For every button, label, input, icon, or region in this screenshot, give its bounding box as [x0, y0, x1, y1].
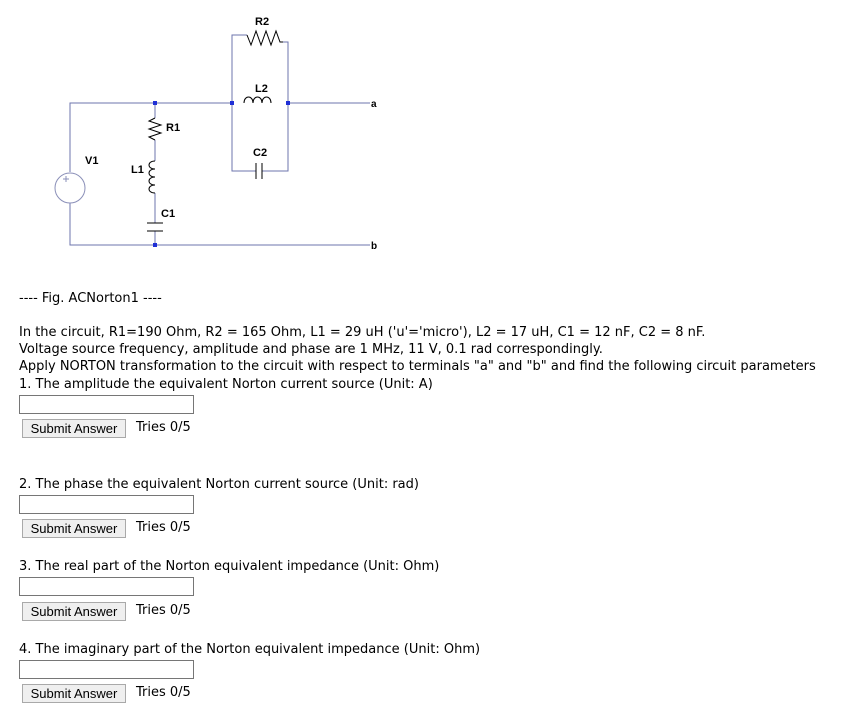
label-c1: C1	[161, 208, 176, 220]
question-3-prompt: 3. The real part of the Norton equivalent impedance (Unit: Ohm)	[19, 559, 440, 574]
problem-line-2: Voltage source frequency, amplitude and phase are 1 MHz, 11 V, 0.1 rad correspondingly.	[19, 342, 603, 357]
question-1-tries: Tries 0/5	[136, 420, 191, 435]
question-2-prompt: 2. The phase the equivalent Norton current source (Unit: rad)	[19, 477, 419, 492]
question-1-answer-input[interactable]	[19, 395, 194, 414]
question-4-submit-button[interactable]: Submit Answer	[22, 684, 126, 703]
wire-r2-right	[283, 42, 288, 103]
label-c2: C2	[253, 147, 268, 159]
capacitor-c2	[256, 163, 262, 179]
question-1-prompt: 1. The amplitude the equivalent Norton current source (Unit: A)	[19, 377, 433, 392]
terminal-b-label: b	[371, 241, 378, 252]
node-left-junction	[230, 101, 234, 105]
question-3-tries: Tries 0/5	[136, 603, 191, 618]
resistor-r2	[247, 31, 283, 45]
label-v1: V1	[85, 155, 99, 167]
label-r2: R2	[255, 16, 270, 28]
question-4-tries: Tries 0/5	[136, 685, 191, 700]
wire-left-top	[70, 103, 155, 172]
node-right-junction	[286, 101, 290, 105]
label-l2: L2	[255, 83, 268, 95]
figure-caption: ---- Fig. ACNorton1 ----	[19, 291, 162, 306]
label-r1: R1	[166, 122, 181, 134]
voltage-source-v1	[55, 173, 85, 203]
wire-left-bottom	[70, 203, 370, 245]
question-2-submit-button[interactable]: Submit Answer	[22, 519, 126, 538]
inductor-l2	[244, 97, 271, 103]
problem-line-3: Apply NORTON transformation to the circuit with respect to terminals "a" and "b" and find the following circuit parameters	[19, 359, 816, 374]
circuit-diagram	[0, 0, 864, 280]
question-3-submit-button[interactable]: Submit Answer	[22, 602, 126, 621]
question-4-answer-input[interactable]	[19, 660, 194, 679]
question-2-answer-input[interactable]	[19, 495, 194, 514]
wire-c2-right	[262, 103, 288, 171]
problem-line-1: In the circuit, R1=190 Ohm, R2 = 165 Ohm, L1 = 29 uH ('u'='micro'), L2 = 17 uH, C1 = 12 nF, C2 = 8 nF.	[19, 325, 706, 340]
capacitor-c1	[147, 223, 163, 231]
inductor-l1	[149, 161, 155, 193]
wire-c2-left	[232, 103, 256, 171]
question-3-answer-input[interactable]	[19, 577, 194, 596]
node-bottom	[153, 243, 157, 247]
node-r1-top	[153, 101, 157, 105]
question-1-submit-button[interactable]: Submit Answer	[22, 419, 126, 438]
question-2-tries: Tries 0/5	[136, 520, 191, 535]
terminal-a-label: a	[371, 99, 377, 110]
label-l1: L1	[131, 164, 144, 176]
question-4-prompt: 4. The imaginary part of the Norton equivalent impedance (Unit: Ohm)	[19, 642, 481, 657]
wire-r2-left	[232, 35, 247, 103]
resistor-r1	[149, 118, 161, 140]
